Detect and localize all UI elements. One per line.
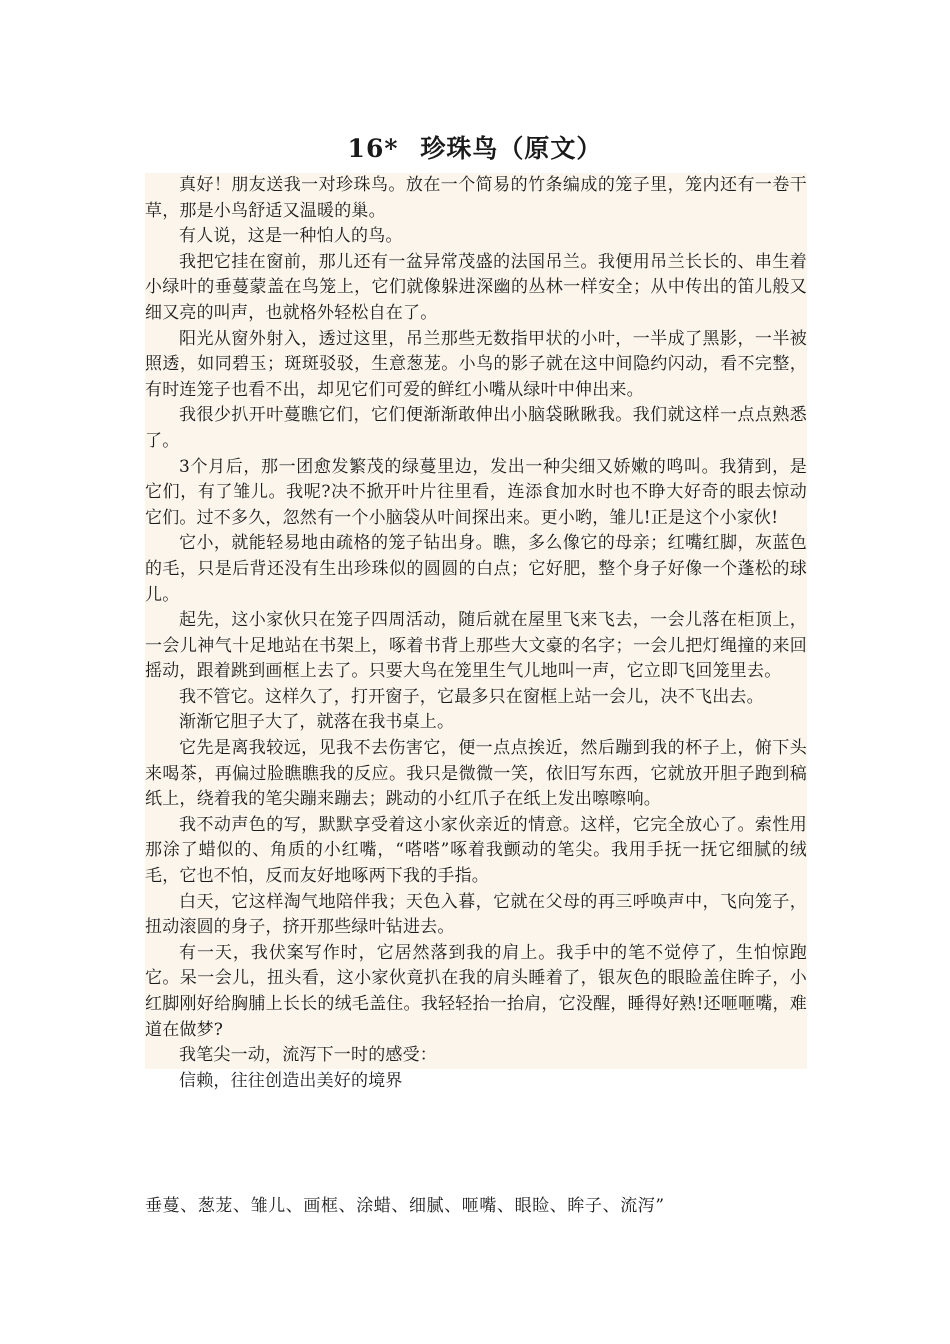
lesson-title: 珍珠鸟（原文） [420,134,603,163]
paragraph: 我笔尖一动，流泻下一时的感受： [145,1043,807,1069]
paragraph: 我很少扒开叶蔓瞧它们，它们便渐渐敢伸出小脑袋瞅瞅我。我们就这样一点点熟悉了。 [145,403,807,454]
paragraph: 它先是离我较远，见我不去伤害它，便一点点挨近，然后蹦到我的杯子上，俯下头来喝茶，再偏过脸瞧瞧我的反应。我只是微微一笑，依旧写东西，它就放开胆子跑到稿纸上，绕着我的笔尖蹦来蹦去；跳动的小红爪子在纸上发出嚓嚓响。 [145,736,807,813]
paragraph: 有人说，这是一种怕人的鸟。 [145,224,807,250]
paragraph: 起先，这小家伙只在笼子四周活动，随后就在屋里飞来飞去，一会儿落在柜顶上，一会儿神气十足地站在书架上，啄着书背上那些大文豪的名字；一会儿把灯绳撞的来回摇动，跟着跳到画框上去了。只要大鸟在笼里生气儿地叫一声，它立即飞回笼里去。 [145,608,807,685]
paragraph: 真好！朋友送我一对珍珠鸟。放在一个简易的竹条编成的笼子里，笼内还有一卷干草，那是小鸟舒适又温暖的巢。 [145,173,807,224]
closing-line: 信赖，往往创造出美好的境界 [179,1070,403,1091]
article-body [145,173,807,1094]
paragraph: 我不动声色的写，默默享受着这小家伙亲近的情意。这样，它完全放心了。索性用那涂了蜡似的、角质的小红嘴，“嗒嗒”啄着我颤动的笔尖。我用手抚一抚它细腻的绒毛，它也不怕，反而友好地啄两下我的手指。 [145,813,807,890]
lesson-number: 16* [347,134,399,163]
paragraph: 阳光从窗外射入，透过这里，吊兰那些无数指甲状的小叶，一半成了黑影，一半被照透，如同碧玉；斑斑驳驳，生意葱茏。小鸟的影子就在这中间隐约闪动，看不完整，有时连笼子也看不出，却见它们可爱的鲜红小嘴从绿叶中伸出来。 [145,327,807,404]
page-title [0,132,950,166]
paragraph: 它小，就能轻易地由疏格的笼子钻出身。瞧，多么像它的母亲；红嘴红脚，灰蓝色的毛，只是后背还没有生出珍珠似的圆圆的白点；它好肥，整个身子好像一个蓬松的球儿。 [145,531,807,608]
paragraph: 我把它挂在窗前，那儿还有一盆异常茂盛的法国吊兰。我便用吊兰长长的、串生着小绿叶的垂蔓蒙盖在鸟笼上，它们就像躲进深幽的丛林一样安全；从中传出的笛儿般又细又亮的叫声，也就格外轻松自在了。 [145,250,807,327]
paragraph: 我不管它。这样久了，打开窗子，它最多只在窗框上站一会儿，决不飞出去。 [145,685,807,711]
vocabulary-list: 垂蔓、葱茏、雏儿、画框、涂蜡、细腻、咂嘴、眼睑、眸子、流泻” [145,1196,665,1216]
paragraph: 渐渐它胆子大了，就落在我书桌上。 [145,710,807,736]
paragraph: 3个月后，那一团愈发繁茂的绿蔓里边，发出一种尖细又娇嫩的鸣叫。我猜到，是它们，有了雏儿。我呢?决不掀开叶片往里看，连添食加水时也不睁大好奇的眼去惊动它们。过不多久，忽然有一个小脑袋从叶间探出来。更小哟，雏儿!正是这个小家伙! [145,455,807,532]
paragraph: 有一天，我伏案写作时，它居然落到我的肩上。我手中的笔不觉停了，生怕惊跑它。呆一会儿，扭头看，这小家伙竟扒在我的肩头睡着了，银灰色的眼睑盖住眸子，小红脚刚好给胸脯上长长的绒毛盖住。我轻轻抬一抬肩，它没醒，睡得好熟!还咂咂嘴，难道在做梦? [145,941,807,1043]
paragraph: 白天，它这样淘气地陪伴我；天色入暮，它就在父母的再三呼唤声中，飞向笼子，扭动滚圆的身子，挤开那些绿叶钻进去。 [145,890,807,941]
